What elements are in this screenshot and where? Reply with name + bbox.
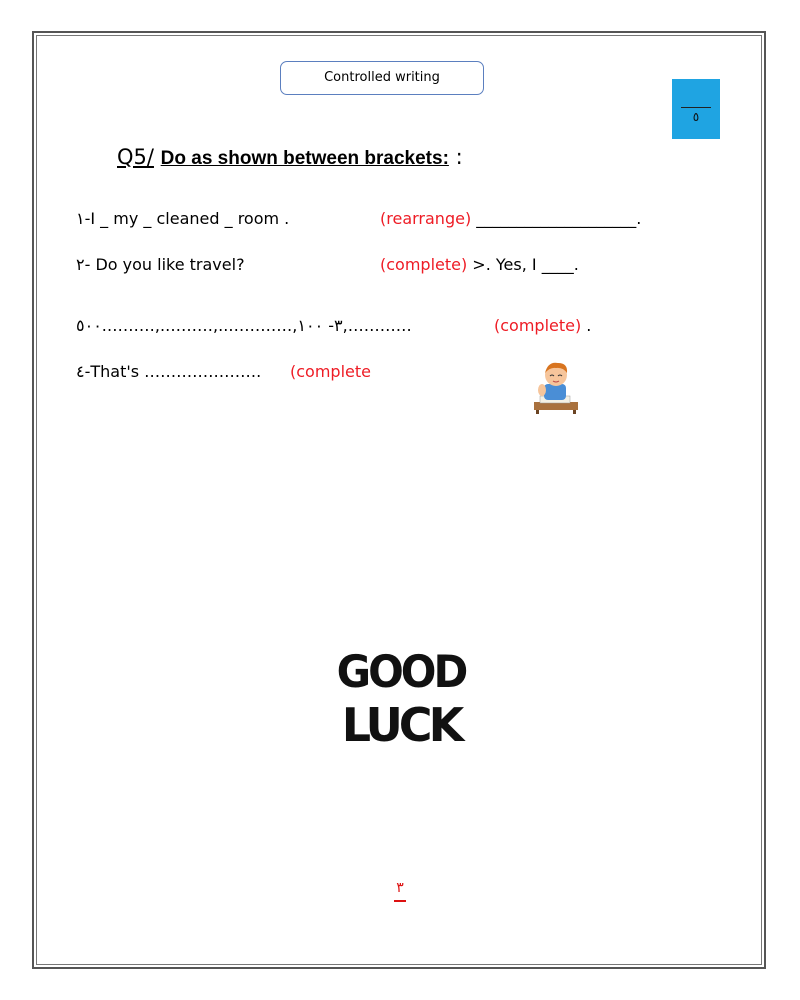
item-4-hint: (complete — [290, 362, 371, 381]
score-box — [672, 79, 720, 139]
item-2-response — [380, 255, 579, 274]
score-value: ٥ — [692, 110, 700, 124]
page-border-inner — [36, 35, 762, 965]
good-luck-logo — [336, 641, 466, 752]
item-2-hint: (complete) — [380, 255, 468, 274]
item-3-answer-line: . — [581, 316, 592, 335]
item-4-text: ٤-That's …………………. — [76, 362, 262, 381]
question-number: Q5/ — [117, 145, 154, 169]
item-2-text: ٢- Do you like travel? — [76, 255, 245, 274]
page-number-underline — [394, 900, 406, 902]
question-instruction: Do as shown between brackets: — [160, 148, 449, 169]
item-1-response — [380, 209, 641, 228]
item-1-answer-line: ____________________. — [471, 209, 642, 228]
good-luck-line-2: LUCK — [341, 698, 461, 752]
question-instruction-tail: : — [448, 145, 463, 169]
question-heading — [117, 145, 463, 170]
page-number: ٣ — [396, 880, 404, 896]
boy-studying-icon — [530, 358, 582, 414]
item-3-response — [494, 316, 591, 335]
item-3-hint: (complete) — [494, 316, 582, 335]
item-4-response — [290, 362, 371, 381]
item-2-answer-line: >. Yes, I ____. — [467, 255, 579, 274]
section-title: Controlled writing — [280, 61, 484, 95]
item-3-text: ٣- ١٠٠,…………..,……….,……….٥٠٠,………… — [76, 316, 412, 335]
item-1-text: ١-I _ my _ cleaned _ room . — [76, 209, 290, 228]
score-fraction-line — [681, 107, 711, 108]
good-luck-line-1: GOOD — [336, 647, 466, 699]
item-1-hint: (rearrange) — [380, 209, 472, 228]
